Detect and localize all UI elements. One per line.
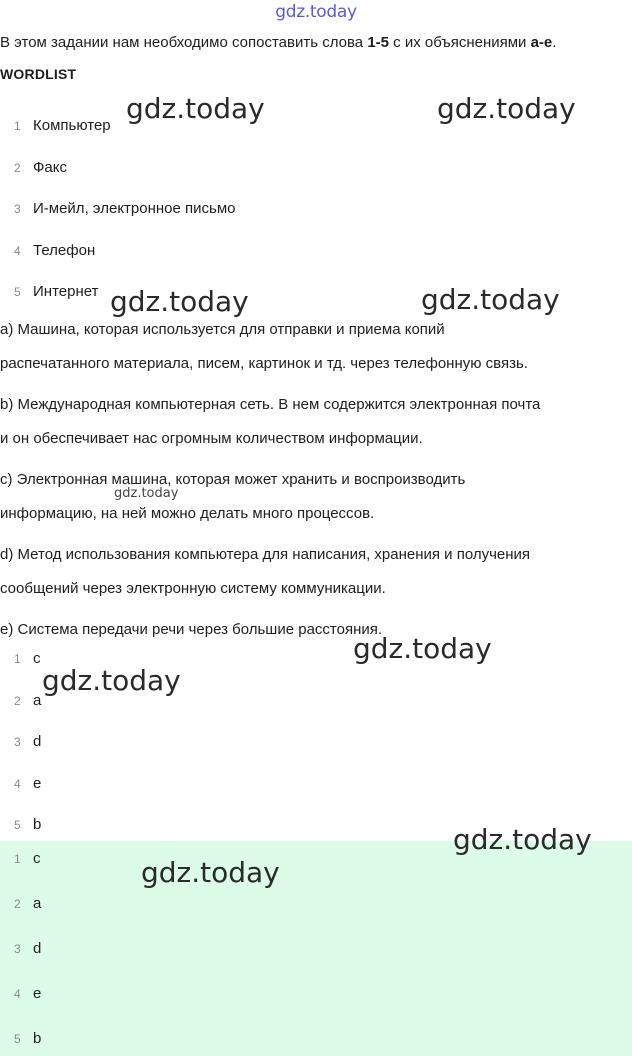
item-text: Телефон [33, 241, 96, 259]
item-number: 1 [14, 119, 21, 133]
watermark: gdz.today [114, 486, 179, 501]
answer-number: 1 [14, 652, 21, 666]
answer-letter: e [33, 985, 42, 1002]
answer-number: 3 [14, 735, 21, 749]
item-text: Компьютер [33, 117, 111, 134]
watermark: gdz.today [437, 92, 576, 125]
item-text: Интернет [33, 283, 99, 300]
watermark: gdz.today [126, 92, 265, 125]
wordlist-item [0, 116, 632, 158]
watermark: gdz.today [421, 283, 560, 316]
answer-letter: c [33, 850, 41, 867]
wordlist-item [0, 241, 632, 283]
answer-item [0, 939, 632, 984]
item-number: 3 [14, 202, 21, 216]
intro-letter-range: а-е [530, 34, 553, 51]
answer-letter: d [33, 940, 42, 957]
answer-number: 1 [14, 852, 21, 866]
answer-letter: b [33, 816, 42, 833]
answer-letter: c [33, 650, 41, 667]
answer-number: 2 [14, 693, 21, 708]
answer-letter: e [33, 774, 42, 792]
answer-list [0, 649, 632, 857]
answer-item [0, 894, 632, 939]
answer-letter: a [33, 691, 42, 709]
watermark: gdz.today [353, 632, 492, 665]
site-logo[interactable]: gdz.today [275, 2, 357, 22]
answer-item [0, 732, 632, 774]
item-number: 4 [14, 243, 21, 258]
definition-line: d) Метод использования компьютера для написания, хранения и получения [0, 546, 531, 563]
answer-letter: b [33, 1030, 42, 1047]
answer-letter: a [33, 895, 42, 912]
definition-line: a) Машина, которая используется для отправки и приема копий [0, 321, 445, 338]
watermark: gdz.today [453, 823, 592, 856]
answer-item [0, 849, 632, 894]
answer-number: 4 [14, 987, 21, 1001]
definition-line: информацию, на ней можно делать много процессов. [0, 505, 375, 522]
answer-number: 5 [14, 818, 21, 832]
watermark: gdz.today [110, 285, 249, 318]
wordlist [0, 116, 632, 324]
item-number: 2 [14, 160, 21, 175]
answer-item [0, 984, 632, 1029]
definition-line: распечатанного материала, писем, картинок и тд. через телефонную связь. [0, 355, 528, 372]
answer-item [0, 691, 632, 733]
wordlist-item [0, 158, 632, 200]
intro-number-range: 1-5 [367, 34, 389, 51]
definition-line: c) Электронная машина, которая может хранить и воспроизводить [0, 471, 466, 488]
task-intro [0, 33, 632, 53]
answer-item [0, 649, 632, 691]
item-text: Факс [33, 158, 67, 176]
watermark: gdz.today [42, 664, 181, 697]
highlighted-answer-list [0, 849, 632, 1056]
answer-letter: d [33, 733, 42, 750]
item-number: 5 [14, 285, 21, 299]
intro-text-start: В этом задании нам необходимо сопоставить слова [0, 34, 368, 51]
item-text: И-мейл, электронное письмо [33, 200, 236, 217]
answer-item [0, 1029, 632, 1056]
answer-number: 3 [14, 942, 21, 956]
intro-text-end: . [552, 34, 557, 51]
answer-item [0, 774, 632, 816]
watermark: gdz.today [141, 856, 280, 889]
answer-number: 2 [14, 897, 21, 911]
answer-number: 4 [14, 776, 21, 791]
definition-line: e) Система передачи речи через большие расстояния. [0, 621, 383, 638]
wordlist-item [0, 199, 632, 241]
wordlist-heading: WORDLIST [0, 66, 77, 82]
intro-text-middle: с их объяснениями [389, 34, 531, 51]
answer-number: 5 [14, 1032, 21, 1046]
definition-line: и он обеспечивает нас огромным количеством информации. [0, 430, 423, 447]
definition-line: сообщений через электронную систему коммуникации. [0, 580, 386, 597]
definition-line: b) Международная компьютерная сеть. В нем содержится электронная почта [0, 396, 541, 413]
definitions [0, 313, 632, 647]
